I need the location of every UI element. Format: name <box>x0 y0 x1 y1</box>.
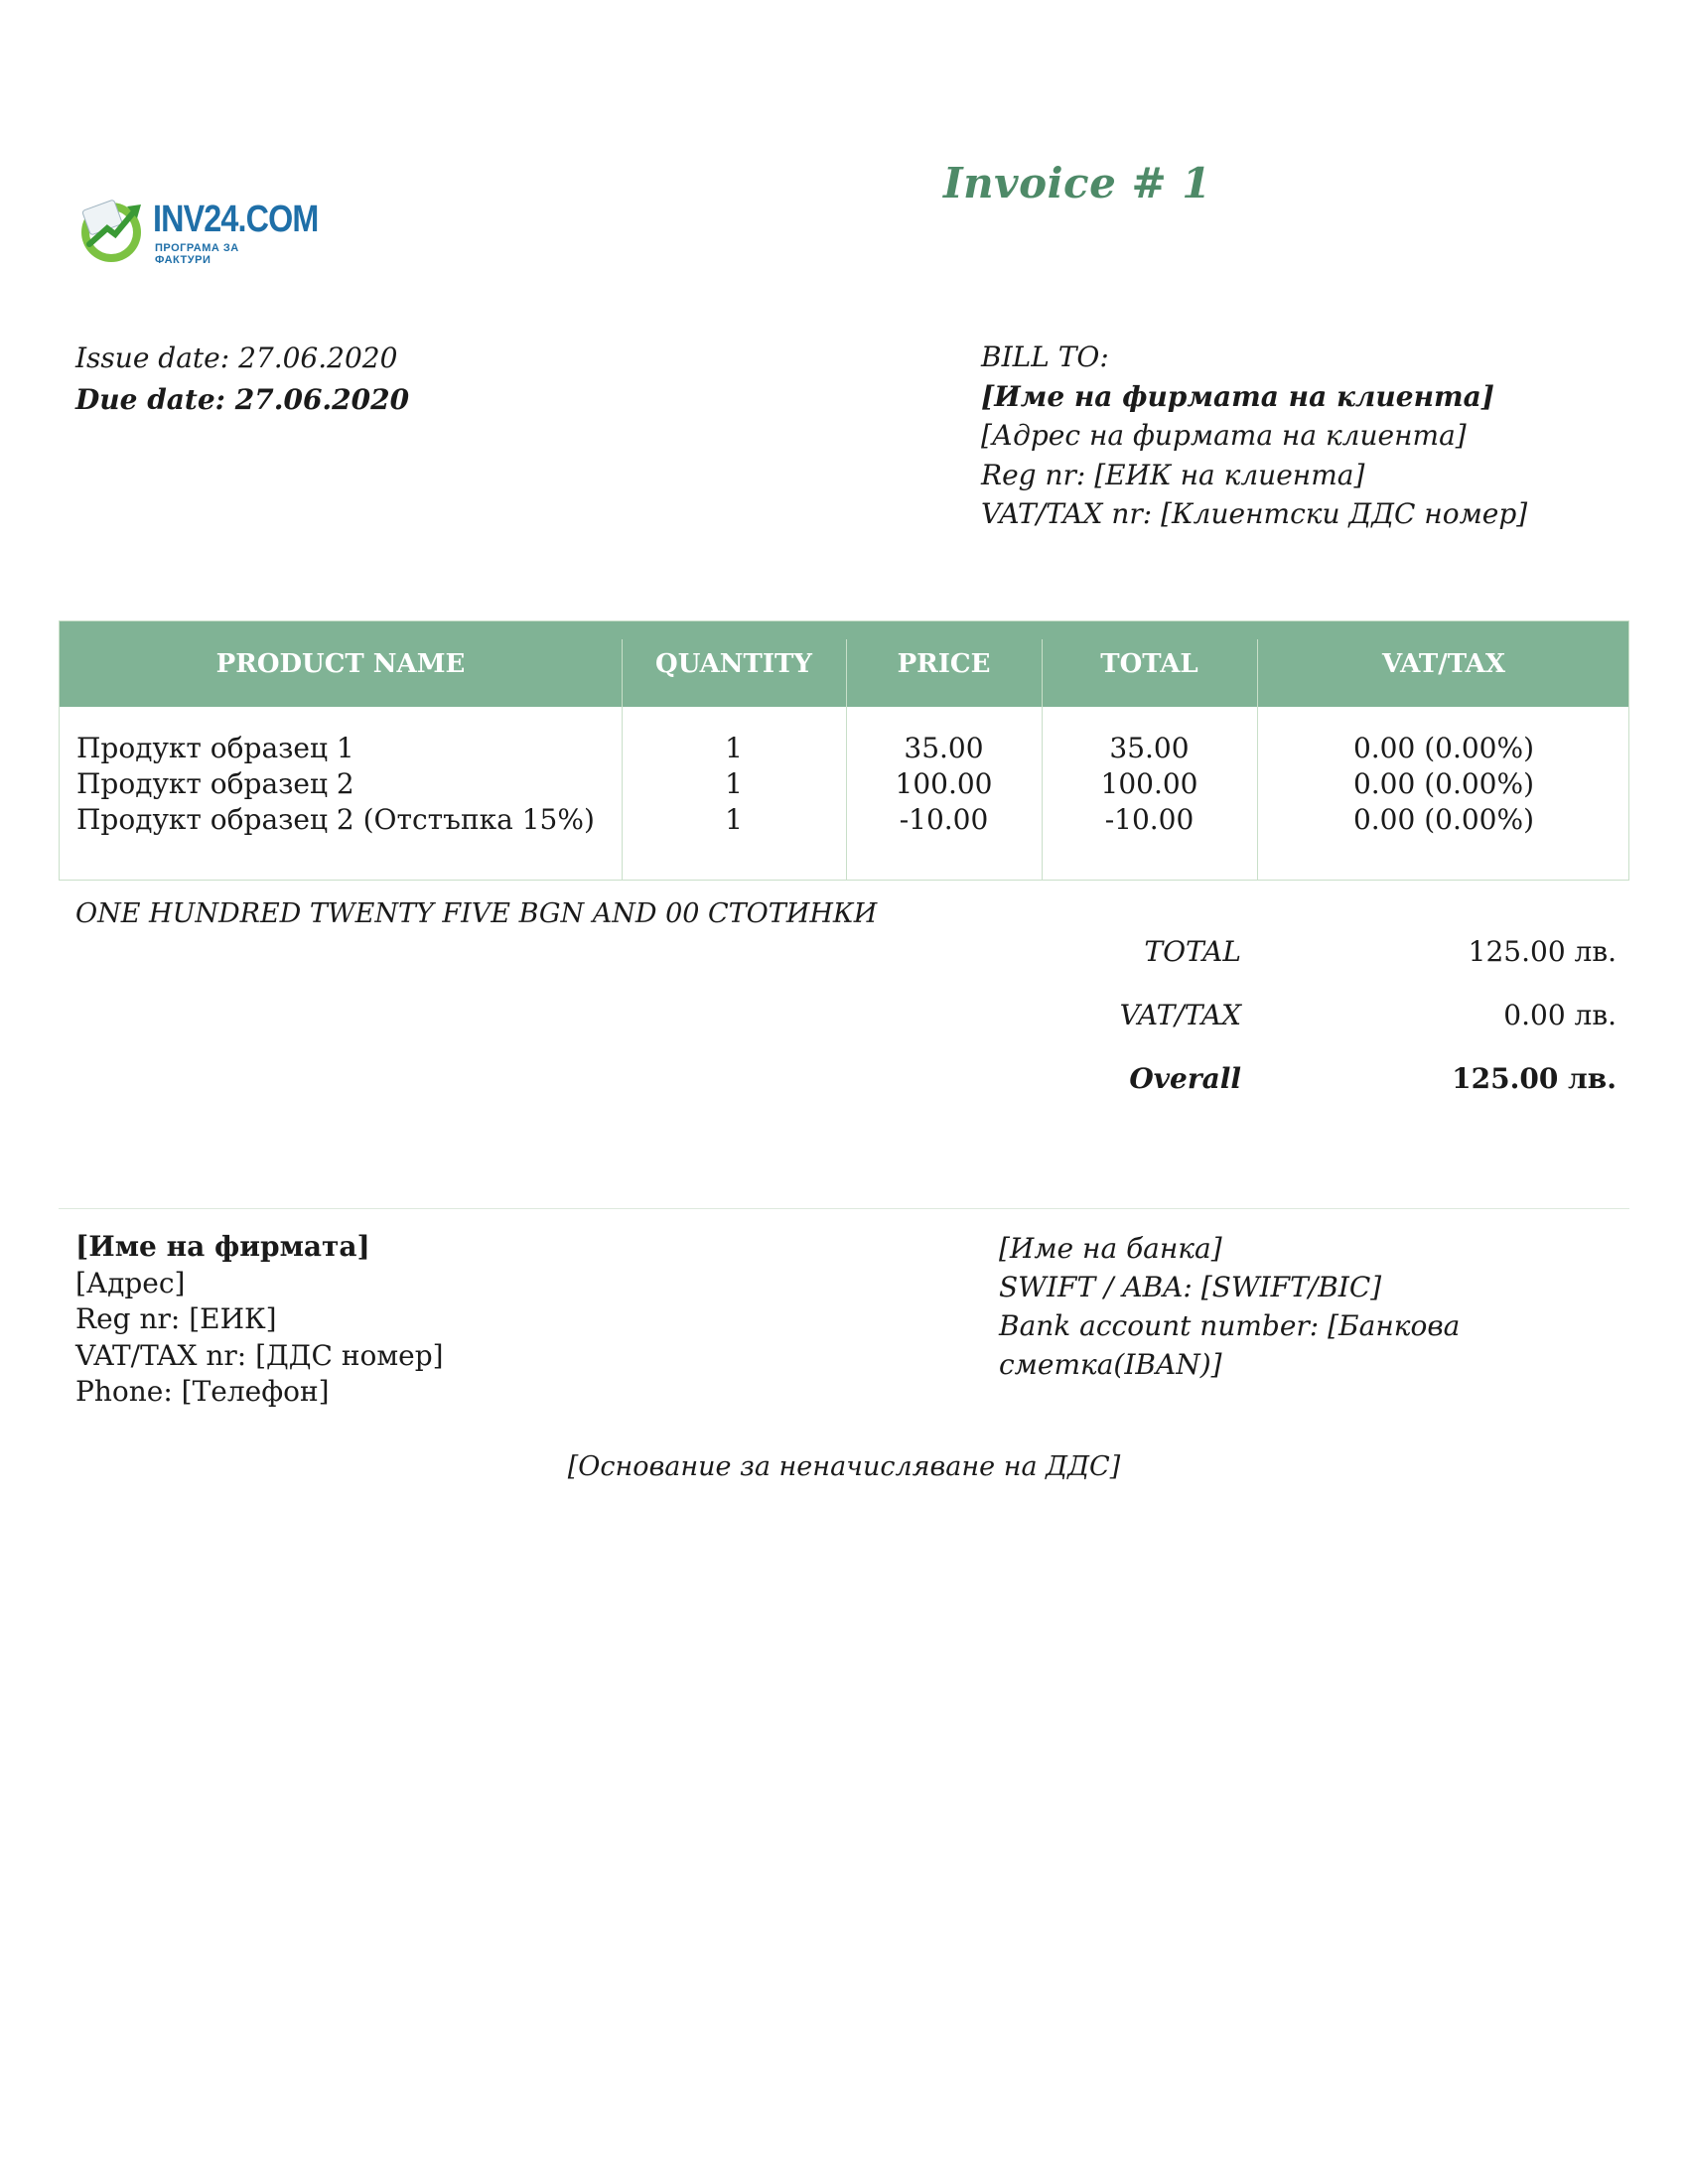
total-value: 125.00 лв. <box>1468 935 1617 968</box>
company-reg: Reg nr: [ЕИК] <box>75 1302 277 1335</box>
cell-price: 100.00 <box>895 767 993 800</box>
cell-total: 35.00 <box>1109 732 1190 764</box>
company-phone: Phone: [Телефон] <box>75 1375 330 1408</box>
col-header-quantity: QUANTITY <box>655 649 812 679</box>
bank-name: [Име на банка] <box>999 1232 1222 1265</box>
cell-price: 35.00 <box>904 732 984 764</box>
bank-account-cont: сметка(IBAN)] <box>999 1348 1222 1381</box>
cell-product: Продукт образец 2 <box>76 767 354 800</box>
bank-swift: SWIFT / ABA: [SWIFT/BIC] <box>999 1271 1382 1303</box>
client-vat: VAT/TAX nr: [Клиентски ДДС номер] <box>981 497 1528 530</box>
cell-vat: 0.00 (0.00%) <box>1352 767 1535 800</box>
overall-label: Overall <box>1129 1062 1241 1095</box>
table-header <box>60 621 1628 707</box>
company-address: [Адрес] <box>75 1266 186 1299</box>
divider <box>59 1208 1629 1209</box>
cell-quantity: 1 <box>725 803 743 836</box>
cell-total: 100.00 <box>1100 767 1198 800</box>
col-header-vat: VAT/TAX <box>1381 649 1506 679</box>
items-table <box>59 620 1629 881</box>
col-header-product: PRODUCT NAME <box>215 649 466 679</box>
logo-icon <box>75 193 149 266</box>
company-vat: VAT/TAX nr: [ДДС номер] <box>75 1338 444 1372</box>
logo-tagline: ПРОГРАМА ЗА ФАКТУРИ <box>155 242 239 266</box>
col-header-price: PRICE <box>897 649 991 679</box>
cell-vat: 0.00 (0.00%) <box>1352 803 1535 836</box>
invoice-dates <box>75 338 409 421</box>
bank-info <box>999 1229 1515 1384</box>
cell-product: Продукт образец 2 (Отстъпка 15%) <box>76 803 595 836</box>
vat-total-value: 0.00 лв. <box>1503 999 1617 1031</box>
client-name: [Име на фирмата на клиента] <box>981 379 1495 413</box>
invoice-title: Invoice # 1 <box>943 159 1212 207</box>
company-name: [Име на фирмата] <box>75 1230 370 1263</box>
bank-account: Bank account number: [Банкова <box>999 1309 1461 1342</box>
overall-value: 125.00 лв. <box>1452 1062 1617 1095</box>
amount-in-words: ONE HUNDRED TWENTY FIVE BGN AND 00 СТОТИНКИ <box>75 898 878 929</box>
client-address: [Адрес на фирмата на клиента] <box>981 419 1467 452</box>
col-header-total: TOTAL <box>1100 649 1198 679</box>
cell-price: -10.00 <box>899 803 989 836</box>
due-date: Due date: 27.06.2020 <box>75 383 410 416</box>
cell-vat: 0.00 (0.00%) <box>1352 732 1535 764</box>
company-info <box>75 1229 444 1411</box>
issue-date: Issue date: 27.06.2020 <box>75 341 398 374</box>
logo-wordmark: INV24.COM <box>153 199 319 240</box>
vat-total-label: VAT/TAX <box>1119 999 1241 1031</box>
cell-total: -10.00 <box>1104 803 1195 836</box>
client-reg: Reg nr: [ЕИК на клиента] <box>981 458 1365 491</box>
bill-to-label: BILL TO: <box>981 341 1109 373</box>
cell-quantity: 1 <box>725 732 743 764</box>
total-label: TOTAL <box>1144 935 1241 968</box>
bill-to-block <box>981 338 1527 534</box>
company-logo <box>75 191 319 268</box>
vat-exemption-note: [Основание за неначисляване на ДДС] <box>567 1451 1121 1482</box>
cell-quantity: 1 <box>725 767 743 800</box>
cell-product: Продукт образец 1 <box>76 732 354 764</box>
